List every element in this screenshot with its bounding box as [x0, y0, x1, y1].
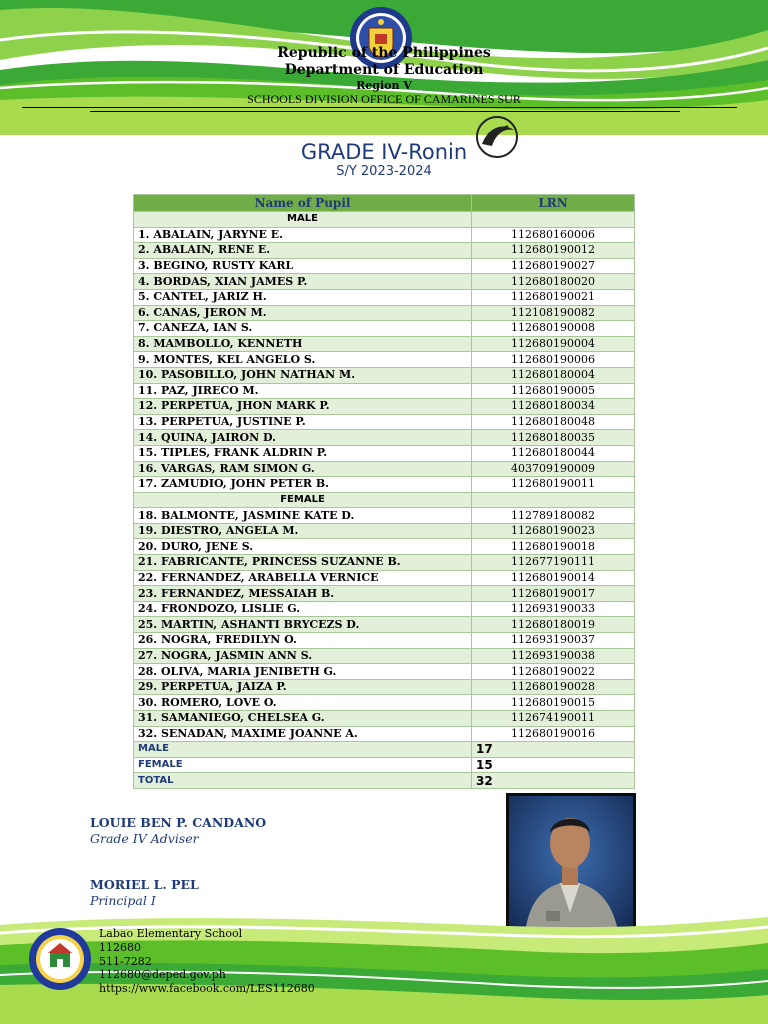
table-row [134, 289, 635, 305]
pupil-lrn: 112680190004 [472, 336, 635, 352]
footer-school-id: 112680 [99, 941, 141, 954]
table-row [134, 399, 635, 415]
summary-label: FEMALE [134, 757, 472, 773]
pupil-lrn: 112680190016 [472, 726, 635, 742]
pupil-lrn: 112680180034 [472, 399, 635, 415]
header-region: Region V [356, 79, 412, 92]
table-row [134, 367, 635, 383]
table-row [134, 383, 635, 399]
pupil-lrn: 112674190011 [472, 711, 635, 727]
table-row [134, 648, 635, 664]
pupil-lrn: 112680180020 [472, 274, 635, 290]
pupil-name: 19. DIESTRO, ANGELA M. [134, 523, 472, 539]
pupil-lrn: 112680190015 [472, 695, 635, 711]
header-divider-thin [90, 111, 680, 112]
table-row [134, 586, 635, 602]
table-row [134, 633, 635, 649]
pupil-name: 27. NOGRA, JASMIN ANN S. [134, 648, 472, 664]
pupil-lrn: 112680190023 [472, 523, 635, 539]
pupil-lrn: 112693190038 [472, 648, 635, 664]
section-row [134, 212, 635, 228]
pupil-lrn: 112680190011 [472, 477, 635, 493]
pupil-lrn: 403709190009 [472, 461, 635, 477]
header-republic: Republic of the Philippines [277, 45, 491, 61]
pupil-name: 22. FERNANDEZ, ARABELLA VERNICE [134, 570, 472, 586]
pupil-name: 4. BORDAS, XIAN JAMES P. [134, 274, 472, 290]
section-lrn-empty [472, 492, 635, 508]
class-emblem-logo [474, 114, 520, 160]
pupil-name: 11. PAZ, JIRECO M. [134, 383, 472, 399]
table-row [134, 601, 635, 617]
section-lrn-empty [472, 212, 635, 228]
pupil-name: 32. SENADAN, MAXIME JOANNE A. [134, 726, 472, 742]
pupil-name: 12. PERPETUA, JHON MARK P. [134, 399, 472, 415]
pupil-lrn: 112789180082 [472, 508, 635, 524]
pupil-name: 7. CANEZA, IAN S. [134, 321, 472, 337]
header-division: SCHOOLS DIVISION OFFICE OF CAMARINES SUR [247, 92, 521, 106]
table-row [134, 227, 635, 243]
pupil-table-body [134, 212, 635, 789]
pupil-lrn: 112680190008 [472, 321, 635, 337]
pupil-name: 26. NOGRA, FREDILYN O. [134, 633, 472, 649]
pupil-lrn: 112680180044 [472, 445, 635, 461]
pupil-lrn: 112680190014 [472, 570, 635, 586]
adviser-name: LOUIE BEN P. CANDANO [90, 815, 267, 830]
footer-email: 112680@deped.gov.ph [99, 968, 226, 981]
pupil-lrn: 112680160006 [472, 227, 635, 243]
table-row [134, 336, 635, 352]
pupil-name: 6. CANAS, JERON M. [134, 305, 472, 321]
table-row [134, 430, 635, 446]
pupil-name: 15. TIPLES, FRANK ALDRIN P. [134, 445, 472, 461]
table-row [134, 445, 635, 461]
pupil-name: 25. MARTIN, ASHANTI BRYCEZS D. [134, 617, 472, 633]
table-row [134, 664, 635, 680]
table-row [134, 477, 635, 493]
table-row [134, 305, 635, 321]
pupil-name: 13. PERPETUA, JUSTINE P. [134, 414, 472, 430]
footer-facebook-link[interactable]: https://www.facebook.com/LES112680 [99, 982, 315, 995]
pupil-lrn: 112680190018 [472, 539, 635, 555]
col-header-name: Name of Pupil [134, 195, 472, 212]
pupil-name: 16. VARGAS, RAM SIMON G. [134, 461, 472, 477]
pupil-name: 10. PASOBILLO, JOHN NATHAN M. [134, 367, 472, 383]
pupil-lrn: 112680180048 [472, 414, 635, 430]
section-label: MALE [134, 212, 472, 228]
pupil-lrn: 112680190028 [472, 679, 635, 695]
pupil-name: 31. SAMANIEGO, CHELSEA G. [134, 711, 472, 727]
class-title: GRADE IV-Ronin [300, 140, 468, 164]
table-row [134, 695, 635, 711]
pupil-name: 29. PERPETUA, JAIZA P. [134, 679, 472, 695]
pupil-lrn: 112680190005 [472, 383, 635, 399]
table-row [134, 555, 635, 571]
table-row [134, 414, 635, 430]
footer-school-name: Labao Elementary School [99, 927, 243, 940]
summary-row [134, 757, 635, 773]
pupil-lrn: 112680180035 [472, 430, 635, 446]
pupil-name: 24. FRONDOZO, LISLIE G. [134, 601, 472, 617]
pupil-lrn: 112680190012 [472, 243, 635, 259]
summary-label: TOTAL [134, 773, 472, 789]
pupil-name: 3. BEGINO, RUSTY KARL [134, 258, 472, 274]
table-row [134, 243, 635, 259]
pupil-lrn: 112677190111 [472, 555, 635, 571]
footer-phone: 511-7282 [99, 955, 152, 968]
header-divider [22, 107, 737, 108]
school-year: S/Y 2023-2024 [336, 164, 432, 179]
pupil-name: 20. DURO, JENE S. [134, 539, 472, 555]
pupil-name: 1. ABALAIN, JARYNE E. [134, 227, 472, 243]
summary-value: 32 [472, 773, 635, 789]
pupil-table [133, 194, 635, 789]
pupil-name: 9. MONTES, KEL ANGELO S. [134, 352, 472, 368]
table-row [134, 679, 635, 695]
table-row [134, 523, 635, 539]
pupil-lrn: 112680180019 [472, 617, 635, 633]
table-row [134, 321, 635, 337]
table-row [134, 258, 635, 274]
adviser-role: Grade IV Adviser [90, 831, 199, 846]
pupil-lrn: 112108190082 [472, 305, 635, 321]
pupil-name: 14. QUINA, JAIRON D. [134, 430, 472, 446]
pupil-lrn: 112680180004 [472, 367, 635, 383]
pupil-name: 18. BALMONTE, JASMINE KATE D. [134, 508, 472, 524]
pupil-name: 2. ABALAIN, RENE E. [134, 243, 472, 259]
pupil-name: 21. FABRICANTE, PRINCESS SUZANNE B. [134, 555, 472, 571]
section-label: FEMALE [134, 492, 472, 508]
section-row [134, 492, 635, 508]
pupil-lrn: 112680190006 [472, 352, 635, 368]
table-row [134, 461, 635, 477]
pupil-lrn: 112680190021 [472, 289, 635, 305]
pupil-lrn: 112680190017 [472, 586, 635, 602]
pupil-name: 28. OLIVA, MARIA JENIBETH G. [134, 664, 472, 680]
pupil-lrn: 112693190033 [472, 601, 635, 617]
pupil-name: 30. ROMERO, LOVE O. [134, 695, 472, 711]
principal-name: MORIEL L. PEL [90, 877, 199, 892]
table-row [134, 617, 635, 633]
table-row [134, 711, 635, 727]
summary-label: MALE [134, 742, 472, 758]
summary-row [134, 742, 635, 758]
summary-value: 17 [472, 742, 635, 758]
table-row [134, 352, 635, 368]
col-header-lrn: LRN [472, 195, 635, 212]
header-department: Department of Education [284, 62, 484, 78]
pupil-lrn: 112693190037 [472, 633, 635, 649]
school-seal-logo [28, 927, 92, 991]
table-row [134, 274, 635, 290]
summary-row [134, 773, 635, 789]
pupil-name: 5. CANTEL, JARIZ H. [134, 289, 472, 305]
summary-value: 15 [472, 757, 635, 773]
pupil-name: 8. MAMBOLLO, KENNETH [134, 336, 472, 352]
pupil-name: 23. FERNANDEZ, MESSAIAH B. [134, 586, 472, 602]
table-row [134, 508, 635, 524]
table-row [134, 726, 635, 742]
pupil-lrn: 112680190022 [472, 664, 635, 680]
table-row [134, 570, 635, 586]
principal-role: Principal I [90, 893, 156, 908]
pupil-name: 17. ZAMUDIO, JOHN PETER B. [134, 477, 472, 493]
pupil-lrn: 112680190027 [472, 258, 635, 274]
table-row [134, 539, 635, 555]
